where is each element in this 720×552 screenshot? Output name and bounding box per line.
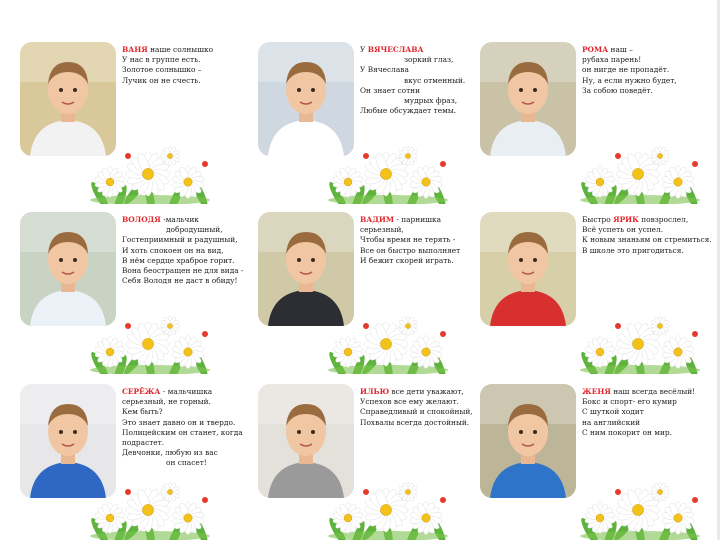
child-photo <box>480 384 576 498</box>
child-name: ЖЕНЯ <box>582 387 611 396</box>
child-card <box>258 212 490 380</box>
poem-line: Вона беостращен не для вида - <box>122 266 244 276</box>
daisy-decoration <box>80 470 220 540</box>
poem-line: Чтобы время не терять - <box>360 235 456 245</box>
poem-prefix: У <box>360 45 368 54</box>
daisy-decoration <box>570 134 710 204</box>
poem-text <box>122 215 252 286</box>
poem-line: И бежит скорей играть. <box>360 255 454 265</box>
poem-prefix: Быстро <box>582 215 614 224</box>
poem-line <box>360 215 490 225</box>
child-name: ВОЛОДЯ <box>122 215 161 224</box>
daisy-decoration <box>318 470 458 540</box>
child-photo <box>480 212 576 326</box>
child-name: ВАДИМ <box>360 215 395 224</box>
child-card <box>480 212 712 380</box>
poem-line: вкус отменный. <box>404 75 466 85</box>
poem-line: зоркий глаз, <box>404 55 454 65</box>
poem-text <box>582 387 712 438</box>
poem-line: С ним покорит он мир. <box>582 427 672 437</box>
poem-line: Лучик он не счесть. <box>122 75 201 85</box>
poem-text <box>360 215 490 266</box>
child-card <box>258 384 490 552</box>
child-name: СЕРЁЖА <box>122 387 161 396</box>
poem-line-rest: повзрослел, <box>638 215 689 224</box>
poem-line: Бокс и спорт- его кумир <box>582 397 677 407</box>
daisy-decoration <box>570 304 710 374</box>
poem-line: серьезный, <box>360 225 404 235</box>
poem-line: Похвалы всегда достойный. <box>360 417 470 427</box>
poem-line: Золотое солнышко – <box>122 65 202 75</box>
poem-line: Справедливый и спокойный, <box>360 407 473 417</box>
poem-text <box>582 45 712 96</box>
daisy-decoration <box>570 470 710 540</box>
child-photo <box>480 42 576 156</box>
poem-line: Любые обсуждает темы. <box>360 106 457 116</box>
poem-line: Ну, а если нужно будет, <box>582 75 677 85</box>
poem-line: Успехов все ему желают. <box>360 397 459 407</box>
poem-text <box>122 387 252 469</box>
poem-line: Кем быть? <box>122 407 163 417</box>
poem-line: Девчонки, любую из вас <box>122 448 218 458</box>
daisy-decoration <box>80 134 220 204</box>
poem-line: на английский <box>582 417 641 427</box>
child-name: ИЛЬЮ <box>360 387 390 396</box>
poem-line-rest: наш всегда весёлый! <box>610 387 696 396</box>
poem-line: он нигде не пропадёт. <box>582 65 670 75</box>
child-card <box>480 42 712 210</box>
poem-line: За собою поведёт. <box>582 85 653 95</box>
poem-line: он спасет! <box>166 458 207 468</box>
poem-line-rest: -мальчик <box>160 215 199 224</box>
child-card <box>20 42 252 210</box>
poem-line-rest: - парнишка <box>394 215 442 224</box>
poem-text <box>582 215 712 256</box>
poem-text <box>122 45 252 86</box>
poem-line: К новым знаньям он стремиться. <box>582 235 712 245</box>
poem-line <box>122 45 252 55</box>
poem-line <box>122 215 252 225</box>
poem-line <box>360 45 490 55</box>
poem-line: добродушный, <box>166 225 223 235</box>
poem-line <box>122 387 252 397</box>
poem-line <box>582 45 712 55</box>
poem-line: Гостеприимный и радушный, <box>122 235 238 245</box>
poem-line: В нём сердце храброе горит. <box>122 255 235 265</box>
poem-line: подрастет. <box>122 438 165 448</box>
poem-line: мудрых фраз, <box>404 96 458 106</box>
poem-line <box>582 215 712 225</box>
child-name: ВЯЧЕСЛАВА <box>367 45 424 54</box>
child-name: ВАНЯ <box>122 45 148 54</box>
daisy-decoration <box>318 134 458 204</box>
poem-line: Всё успеть он успел. <box>582 225 664 235</box>
poem-line: серьезный, не горный. <box>122 397 211 407</box>
child-card <box>20 384 252 552</box>
child-card <box>20 212 252 380</box>
poem-line: У нас в группе есть. <box>122 55 201 65</box>
poem-line-rest: все дети уважают, <box>389 387 464 396</box>
daisy-decoration <box>80 304 220 374</box>
poem-text <box>360 45 490 116</box>
poem-line: В школе это пригодиться. <box>582 245 684 255</box>
poem-line: рубаха парень! <box>582 55 642 65</box>
poem-line: С шуткой ходит <box>582 407 644 417</box>
poem-line: Все он быстро выполняет <box>360 245 461 255</box>
poem-line <box>360 387 490 397</box>
poem-line: У Вячеслава <box>360 65 409 75</box>
child-name: РОМА <box>582 45 609 54</box>
child-card <box>480 384 712 552</box>
poem-line: Себя Володя не даст в обиду! <box>122 276 238 286</box>
poem-text <box>360 387 490 428</box>
poem-line: Это знает давно он и твердо. <box>122 417 236 427</box>
poem-line-rest: - мальчишка <box>160 387 213 396</box>
poem-line: И хоть спокоен он на вид, <box>122 245 224 255</box>
poem-line-rest: наш – <box>608 45 633 54</box>
poem-line-rest: наше солнышко <box>147 45 214 54</box>
poem-line <box>582 387 712 397</box>
poem-line: Полицейским он станет, когда <box>122 427 243 437</box>
poem-line: Он знает сотни <box>360 85 421 95</box>
child-name: ЯРИК <box>613 215 639 224</box>
daisy-decoration <box>318 304 458 374</box>
child-card <box>258 42 490 210</box>
